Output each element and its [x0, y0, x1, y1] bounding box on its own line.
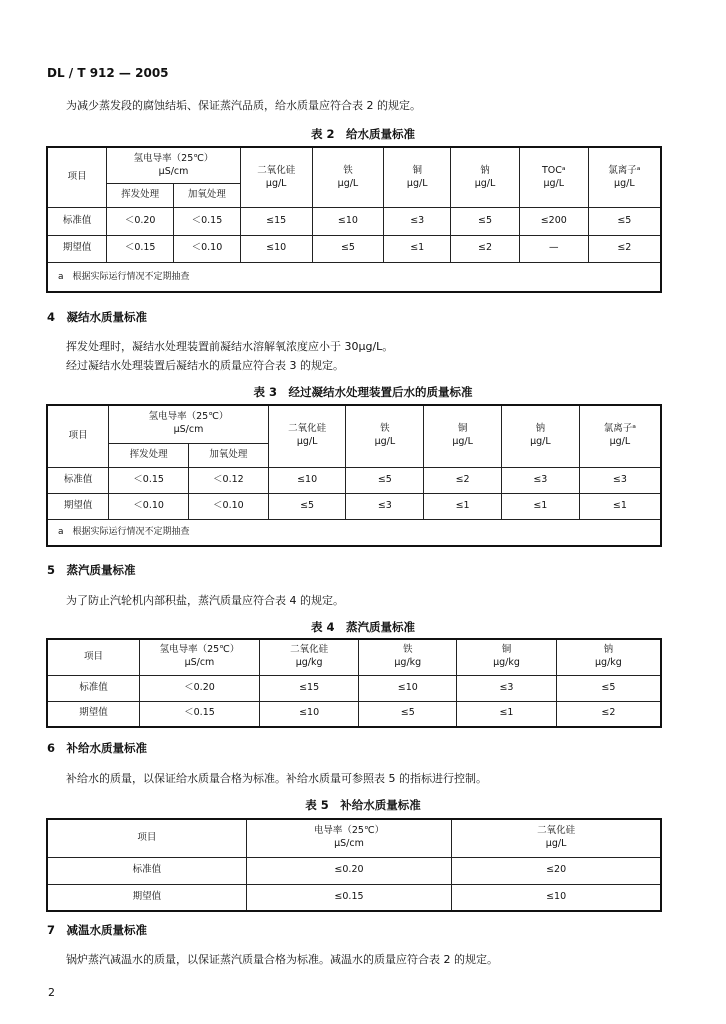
t3-header-col: 钠 μg/L: [501, 405, 579, 467]
cell: ≤5: [359, 701, 457, 727]
t2-header-col: 铁 μg/L: [312, 147, 384, 208]
cell: ≤2: [424, 467, 502, 493]
cell: ≤3: [384, 208, 451, 235]
cell: ≤0.15: [246, 884, 451, 911]
table2: [46, 146, 662, 293]
cell: ≤3: [457, 675, 557, 701]
t4-header-col: 二氧化硅 μg/kg: [259, 639, 359, 675]
table-row: [47, 701, 661, 727]
cell: ≤1: [501, 493, 579, 519]
cell: ≤2: [588, 235, 661, 262]
section-4-para1: 挥发处理时，凝结水处理装置前凝结水溶解氧浓度应小于 30μg/L。: [66, 340, 394, 353]
table-row: [47, 493, 661, 519]
table-footnote: a 根据实际运行情况不定期抽查: [47, 263, 661, 292]
t4-header-conductivity: 氢电导率（25℃） μS/cm: [140, 639, 260, 675]
row-label: 标准值: [47, 467, 109, 493]
t5-header-col: 二氧化硅 μg/L: [452, 819, 661, 857]
t2-header-col: 二氧化硅 μg/L: [240, 147, 312, 208]
t2-sub-oxygen: 加氧处理: [174, 184, 241, 208]
row-label: 期望值: [47, 884, 246, 911]
cell: ≤15: [259, 675, 359, 701]
t3-header-col: 二氧化硅 μg/L: [268, 405, 346, 467]
table-row: [47, 675, 661, 701]
cell: ≤1: [457, 701, 557, 727]
cell: ≤5: [451, 208, 520, 235]
table-footnote: a 根据实际运行情况不定期抽查: [47, 519, 661, 546]
row-label: 期望值: [47, 235, 107, 262]
cell: ≤3: [501, 467, 579, 493]
cell: ≤3: [579, 467, 661, 493]
table3: [46, 404, 662, 547]
cell: ≤3: [346, 493, 424, 519]
table4: [46, 638, 662, 728]
t4-header-col: 铁 μg/kg: [359, 639, 457, 675]
cell: ≤20: [452, 857, 661, 884]
section-6-para1: 补给水的质量，以保证给水质量合格为标准。补给水质量可参照表 5 的指标进行控制。: [66, 772, 487, 785]
t2-header-conductivity: 氢电导率（25℃） μS/cm: [107, 147, 241, 184]
cell: ＜0.10: [189, 493, 269, 519]
table-row: [47, 208, 661, 235]
cell: ≤1: [579, 493, 661, 519]
table-row: [47, 857, 661, 884]
cell: ≤0.20: [246, 857, 451, 884]
cell: ≤5: [346, 467, 424, 493]
cell: ＜0.15: [107, 235, 174, 262]
cell: ≤2: [556, 701, 661, 727]
cell: ＜0.15: [174, 208, 241, 235]
t3-sub-oxygen: 加氧处理: [189, 443, 269, 467]
t4-header-col: 铜 μg/kg: [457, 639, 557, 675]
cell: ≤10: [268, 467, 346, 493]
cell: ≤5: [268, 493, 346, 519]
cell: ≤10: [259, 701, 359, 727]
t3-sub-volatile: 挥发处理: [109, 443, 189, 467]
cell: ＜0.15: [140, 701, 260, 727]
table-row: [47, 467, 661, 493]
section-6-title: 6 补给水质量标准: [47, 741, 148, 755]
table-row: [47, 884, 661, 911]
table5: [46, 818, 662, 912]
row-label: 标准值: [47, 857, 246, 884]
section-4-title: 4 凝结水质量标准: [47, 310, 148, 324]
section-4-para2: 经过凝结水处理装置后凝结水的质量应符合表 3 的规定。: [66, 359, 344, 372]
t2-header-item: 项目: [47, 147, 107, 208]
cell: ≤2: [451, 235, 520, 262]
t3-header-item: 项目: [47, 405, 109, 467]
intro-paragraph: 为减少蒸发段的腐蚀结垢、保证蒸汽品质，给水质量应符合表 2 的规定。: [66, 99, 421, 112]
cell: ≤10: [240, 235, 312, 262]
t5-header-item: 项目: [47, 819, 246, 857]
t3-header-col: 铜 μg/L: [424, 405, 502, 467]
cell: ＜0.15: [109, 467, 189, 493]
t4-header-col: 钠 μg/kg: [556, 639, 661, 675]
section-5-para1: 为了防止汽轮机内部积盐，蒸汽质量应符合表 4 的规定。: [66, 594, 344, 607]
table4-caption: 表 4 蒸汽质量标准: [310, 620, 415, 634]
t2-header-col: TOCᵃ μg/L: [519, 147, 588, 208]
cell: ≤200: [519, 208, 588, 235]
t3-header-conductivity: 氢电导率（25℃） μS/cm: [109, 405, 268, 443]
cell: ≤1: [384, 235, 451, 262]
t2-header-col: 铜 μg/L: [384, 147, 451, 208]
cell: ≤10: [452, 884, 661, 911]
cell: ＜0.12: [189, 467, 269, 493]
section-5-title: 5 蒸汽质量标准: [47, 563, 136, 577]
table5-caption: 表 5 补给水质量标准: [305, 798, 421, 812]
t4-header-item: 项目: [47, 639, 140, 675]
cell: ≤10: [359, 675, 457, 701]
table2-caption: 表 2 给水质量标准: [310, 127, 415, 141]
t2-sub-volatile: 挥发处理: [107, 184, 174, 208]
page-number: 2: [48, 986, 55, 999]
cell: ＜0.10: [109, 493, 189, 519]
row-label: 期望值: [47, 493, 109, 519]
document-header: DL / T 912 — 2005: [47, 66, 169, 80]
section-7-title: 7 减温水质量标准: [47, 923, 148, 937]
cell: ≤10: [312, 208, 384, 235]
t3-header-col: 氯离子ᵃ μg/L: [579, 405, 661, 467]
t2-header-col: 钠 μg/L: [451, 147, 520, 208]
cell: ≤15: [240, 208, 312, 235]
cell: —: [519, 235, 588, 262]
t3-header-col: 铁 μg/L: [346, 405, 424, 467]
table3-caption: 表 3 经过凝结水处理装置后水的质量标准: [253, 385, 473, 399]
row-label: 期望值: [47, 701, 140, 727]
row-label: 标准值: [47, 208, 107, 235]
row-label: 标准值: [47, 675, 140, 701]
table-row: [47, 235, 661, 262]
cell: ≤5: [556, 675, 661, 701]
cell: ≤5: [312, 235, 384, 262]
t2-header-col: 氯离子ᵃ μg/L: [588, 147, 661, 208]
cell: ＜0.10: [174, 235, 241, 262]
cell: ≤5: [588, 208, 661, 235]
section-7-para1: 锅炉蒸汽减温水的质量，以保证蒸汽质量合格为标准。减温水的质量应符合表 2 的规定。: [66, 953, 498, 966]
cell: ＜0.20: [107, 208, 174, 235]
cell: ＜0.20: [140, 675, 260, 701]
cell: ≤1: [424, 493, 502, 519]
t5-header-conductivity: 电导率（25℃） μS/cm: [246, 819, 451, 857]
